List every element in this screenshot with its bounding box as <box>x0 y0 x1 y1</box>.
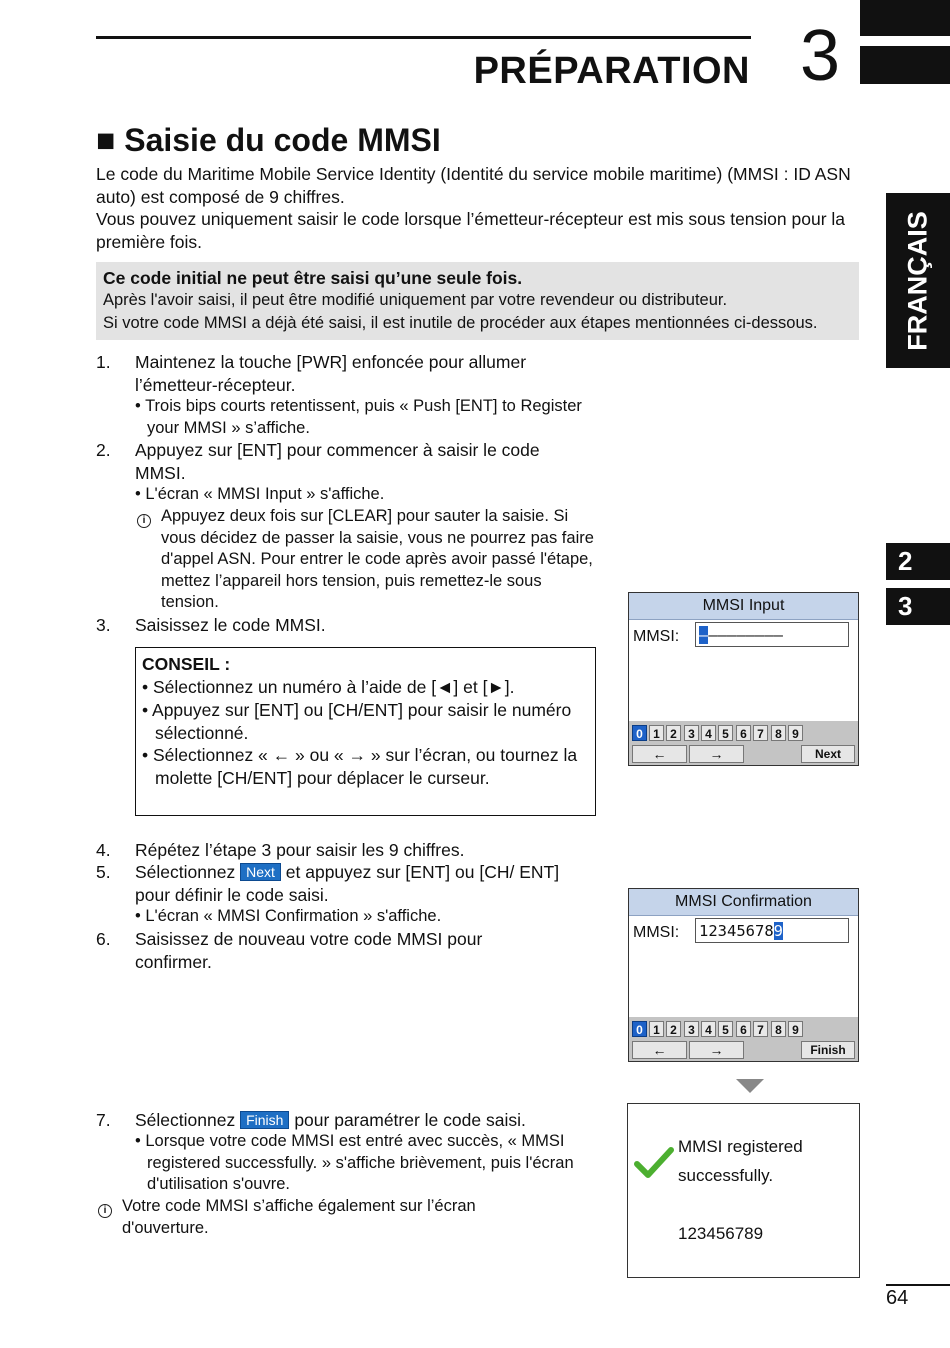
chapter-tab-2: 2 <box>886 543 950 580</box>
next-button[interactable]: Next <box>801 745 855 763</box>
step-text: Saisissez le code MMSI. <box>135 615 326 635</box>
cursor: – <box>699 626 709 644</box>
intro-text <box>96 163 866 253</box>
digit-key[interactable]: 7 <box>753 1021 768 1037</box>
step-bullet: • Trois bips courts retentissent, puis « Push [ENT] to Register your MMSI » s’affiche. <box>135 397 582 437</box>
info-icon: i <box>137 509 151 531</box>
step-number: 6. <box>96 929 111 949</box>
digit-key[interactable]: 6 <box>736 725 751 741</box>
right-arrow-icon[interactable]: → <box>689 745 744 763</box>
step-text: Maintenez la touche [PWR] enfoncée pour allumer l’émetteur-récepteur. <box>135 352 527 395</box>
header-rule <box>96 36 751 39</box>
success-line-1: MMSI registered <box>678 1137 803 1156</box>
digit-key[interactable]: 8 <box>771 1021 786 1037</box>
step-text: Sélectionnez Next et appuyez sur [ENT] ou [CH/ ENT] pour définir le code saisi. <box>135 862 560 905</box>
next-button-label: Next <box>240 863 281 881</box>
step-info-note: Appuyez deux fois sur [CLEAR] pour sauter la saisie. Si vous décidez de passer la saisie, vous ne pourrez pas faire d'appel ASN. Pour entrer le code après avoir passé l'étape, mettez l’appareil hors tension, puis remettez-le sous tension. <box>161 507 594 611</box>
step-number: 3. <box>96 615 111 635</box>
chapter-number: 3 <box>800 16 841 96</box>
digit-key[interactable]: 0 <box>632 1021 647 1037</box>
right-arrow-icon[interactable]: → <box>689 1041 744 1059</box>
tip-box <box>135 647 596 816</box>
digit-key[interactable]: 4 <box>701 1021 716 1037</box>
mmsi-field: ––––––––– <box>695 622 849 647</box>
digit-key[interactable]: 3 <box>684 725 699 741</box>
step-text: Appuyez sur [ENT] pour commencer à saisir le code MMSI. <box>135 440 540 483</box>
screen-title: MMSI Confirmation <box>629 889 858 916</box>
page-number: 64 <box>886 1287 909 1309</box>
tip-title: CONSEIL : <box>142 654 231 674</box>
down-arrow-icon <box>736 1079 764 1093</box>
digit-key[interactable]: 1 <box>649 725 664 741</box>
mmsi-registered-screen <box>627 1103 860 1278</box>
chapter-title: PRÉPARATION <box>473 50 750 92</box>
step-bullet: • L'écran « MMSI Input » s'affiche. <box>135 485 385 503</box>
left-arrow-icon[interactable]: ← <box>632 1041 687 1059</box>
step-bullet: • L'écran « MMSI Confirmation » s'affiche. <box>135 907 442 925</box>
step-number: 1. <box>96 352 111 372</box>
tip-item: • Sélectionnez « ← » ou « → » sur l’écran, ou tournez la molette [CH/ENT] pour déplacer le curseur. <box>142 745 578 788</box>
mmsi-label: MMSI: <box>633 628 680 645</box>
section-title: ■ Saisie du code MMSI <box>96 122 441 158</box>
step-bullet: • Lorsque votre code MMSI est entré avec succès, « MMSI registered successfully. » s'affiche brièvement, puis l'écran d'utilisation s'ouvre. <box>135 1132 574 1193</box>
digit-key[interactable]: 1 <box>649 1021 664 1037</box>
left-arrow-icon[interactable]: ← <box>632 745 687 763</box>
intro-paragraph-1: Le code du Maritime Mobile Service Identity (Identité du service mobile maritime) (MMSI : ID ASN auto) est composé de 9 chiffres. <box>96 164 851 207</box>
digit-key[interactable]: 3 <box>684 1021 699 1037</box>
chapter-tab-3: 3 <box>886 588 950 625</box>
mmsi-input-screen <box>628 592 859 766</box>
final-info-note: Votre code MMSI s’affiche également sur l’écran d'ouverture. <box>122 1197 476 1237</box>
digit-key[interactable]: 9 <box>788 1021 803 1037</box>
step-number: 2. <box>96 440 111 460</box>
keypad-bar <box>629 721 858 765</box>
notice-line-1: Après l'avoir saisi, il peut être modifié uniquement par votre revendeur ou distributeur. <box>103 291 728 309</box>
digit-key[interactable]: 7 <box>753 725 768 741</box>
step-number: 7. <box>96 1110 111 1130</box>
mmsi-confirmation-screen <box>628 888 859 1062</box>
step-number: 5. <box>96 862 111 882</box>
step-text: Sélectionnez Finish pour paramétrer le code saisi. <box>135 1110 526 1130</box>
tip-item: • Sélectionnez un numéro à l’aide de [◄] et [►]. <box>142 677 515 697</box>
step-text: Répétez l’étape 3 pour saisir les 9 chiffres. <box>135 840 465 860</box>
digit-key[interactable]: 2 <box>666 1021 681 1037</box>
header-bar-top <box>860 0 950 36</box>
step-text: Saisissez de nouveau votre code MMSI pour confirmer. <box>135 929 483 972</box>
header-bar-bottom <box>860 46 950 84</box>
intro-paragraph-2: Vous pouvez uniquement saisir le code lorsque l’émetteur-récepteur est mis sous tension pour la première fois. <box>96 209 846 252</box>
digit-key[interactable]: 9 <box>788 725 803 741</box>
finish-button-label: Finish <box>240 1111 289 1129</box>
finish-button[interactable]: Finish <box>801 1041 855 1059</box>
digit-key[interactable]: 5 <box>718 725 733 741</box>
mmsi-label: MMSI: <box>633 924 680 941</box>
digit-key[interactable]: 2 <box>666 725 681 741</box>
registered-code: 123456789 <box>678 1224 764 1243</box>
success-line-2: successfully. <box>678 1166 774 1185</box>
digit-key[interactable]: 0 <box>632 725 647 741</box>
checkmark-icon <box>634 1146 674 1178</box>
language-tab: FRANÇAIS <box>886 193 950 368</box>
keypad-bar <box>629 1017 858 1061</box>
tip-item: • Appuyez sur [ENT] ou [CH/ENT] pour saisir le numéro sélectionné. <box>142 700 572 743</box>
mmsi-field: 123456789 <box>695 918 849 943</box>
digit-key[interactable]: 8 <box>771 725 786 741</box>
cursor: 9 <box>773 922 783 940</box>
notice-line-2: Si votre code MMSI a déjà été saisi, il est inutile de procéder aux étapes mentionnées ci-dessous. <box>103 314 818 332</box>
page-number-rule <box>886 1284 950 1286</box>
screen-title: MMSI Input <box>629 593 858 620</box>
digit-key[interactable]: 6 <box>736 1021 751 1037</box>
digit-key[interactable]: 5 <box>718 1021 733 1037</box>
step-number: 4. <box>96 840 111 860</box>
notice-heading: Ce code initial ne peut être saisi qu’une seule fois. <box>103 268 523 288</box>
digit-key[interactable]: 4 <box>701 725 716 741</box>
info-icon: i <box>98 1199 112 1221</box>
